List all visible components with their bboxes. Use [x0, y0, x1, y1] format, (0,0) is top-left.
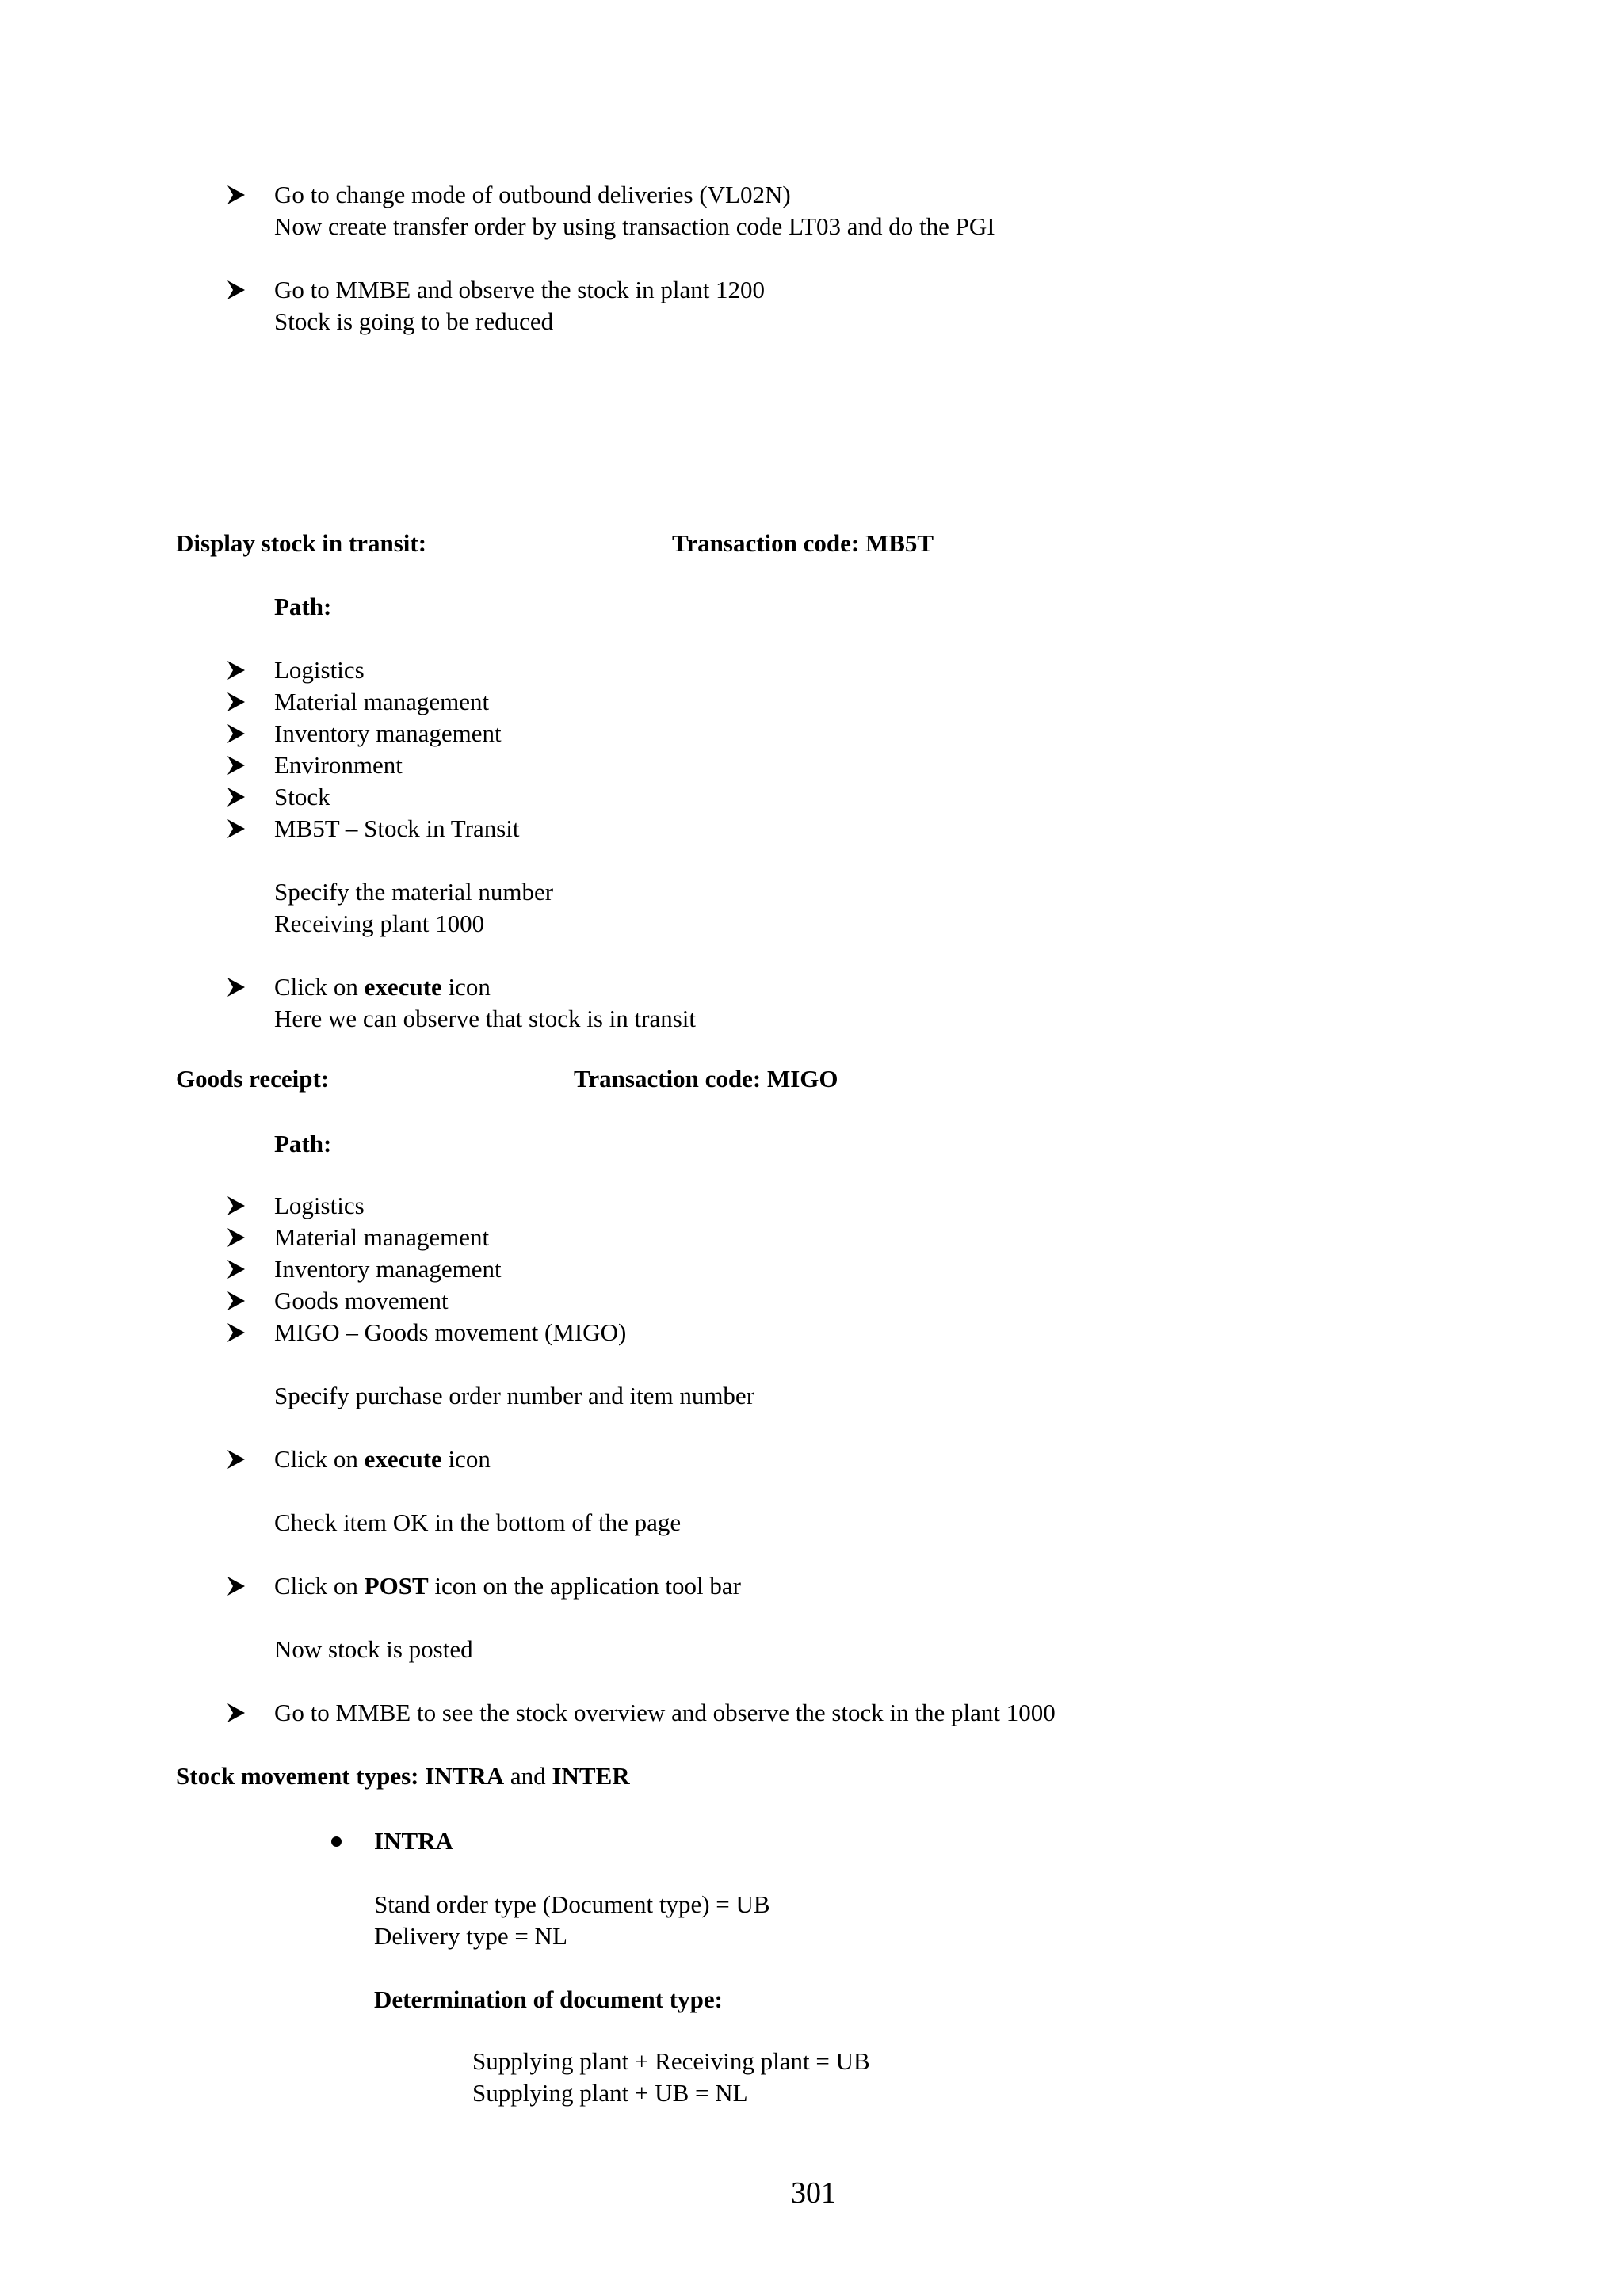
intro-bullet-2-line-1: Go to MMBE and observe the stock in plant 1200	[274, 276, 766, 303]
path-item: Inventory management	[274, 1255, 502, 1283]
section-heading-goods-receipt: Goods receipt:	[176, 1065, 330, 1093]
section-heading-movement-types	[176, 1760, 630, 1792]
path-item: Inventory management	[274, 719, 502, 747]
mmbe-overview-instruction: Go to MMBE to see the stock overview and observe the stock in the plant 1000	[274, 1699, 1056, 1726]
bullet-dot-icon	[331, 1836, 342, 1847]
determination-heading: Determination of document type:	[374, 1985, 723, 2013]
arrow-bullet-icon	[227, 691, 246, 713]
instruction-text: icon	[441, 973, 491, 1001]
path-item: MB5T – Stock in Transit	[274, 814, 520, 842]
transaction-code-migo: Transaction code: MIGO	[574, 1065, 838, 1093]
specify-material-text: Specify the material number	[274, 878, 554, 906]
instruction-text: Click on	[274, 1445, 365, 1473]
intro-bullet-1-line-1: Go to change mode of outbound deliveries (VL02N)	[274, 181, 791, 208]
arrow-bullet-icon	[227, 184, 246, 206]
instruction-text: icon	[441, 1445, 491, 1473]
arrow-bullet-icon	[227, 818, 246, 840]
section-heading-stock-in-transit: Display stock in transit:	[176, 529, 427, 557]
execute-term: execute	[364, 973, 442, 1001]
arrow-bullet-icon	[227, 279, 246, 301]
path-item: Goods movement	[274, 1287, 449, 1314]
arrow-bullet-icon	[227, 1258, 246, 1280]
arrow-bullet-icon	[227, 1448, 246, 1470]
arrow-bullet-icon	[227, 754, 246, 776]
intro-bullet-2-line-2: Stock is going to be reduced	[274, 307, 554, 335]
arrow-bullet-icon	[227, 1195, 246, 1217]
path-item: Material management	[274, 688, 490, 715]
intra-label: INTRA	[374, 1827, 453, 1855]
click-execute-instruction	[274, 971, 491, 1003]
stock-posted-text: Now stock is posted	[274, 1635, 473, 1663]
receiving-plant-text: Receiving plant 1000	[274, 910, 485, 937]
heading-intra: INTRA	[425, 1762, 505, 1790]
arrow-bullet-icon	[227, 1226, 246, 1249]
delivery-type-text: Delivery type = NL	[374, 1922, 567, 1950]
check-item-text: Check item OK in the bottom of the page	[274, 1508, 682, 1536]
intro-bullet-1-line-2: Now create transfer order by using transaction code LT03 and do the PGI	[274, 212, 995, 240]
heading-and: and	[504, 1762, 552, 1790]
page-number: 301	[791, 2176, 836, 2210]
instruction-text: Click on	[274, 973, 365, 1001]
transaction-code-mb5t: Transaction code: MB5T	[672, 529, 934, 557]
heading-inter: INTER	[552, 1762, 630, 1790]
determination-rule-2: Supplying plant + UB = NL	[472, 2079, 748, 2107]
click-post-instruction	[274, 1570, 741, 1602]
path-label: Path:	[274, 593, 332, 620]
observe-transit-text: Here we can observe that stock is in transit	[274, 1005, 696, 1032]
path-item: Environment	[274, 751, 403, 779]
arrow-bullet-icon	[227, 1702, 246, 1724]
heading-text: Stock movement types:	[176, 1762, 426, 1790]
order-type-text: Stand order type (Document type) = UB	[374, 1890, 770, 1918]
arrow-bullet-icon	[227, 1290, 246, 1312]
path-item: Material management	[274, 1223, 490, 1251]
execute-term: execute	[364, 1445, 442, 1473]
arrow-bullet-icon	[227, 723, 246, 745]
arrow-bullet-icon	[227, 1575, 246, 1597]
arrow-bullet-icon	[227, 659, 246, 681]
path-item: Logistics	[274, 1192, 365, 1219]
path-label: Path:	[274, 1130, 332, 1158]
arrow-bullet-icon	[227, 1322, 246, 1344]
instruction-text: Click on	[274, 1572, 365, 1600]
instruction-text: icon on the application tool bar	[428, 1572, 741, 1600]
arrow-bullet-icon	[227, 786, 246, 808]
arrow-bullet-icon	[227, 976, 246, 998]
specify-po-text: Specify purchase order number and item number	[274, 1382, 755, 1409]
path-item: Stock	[274, 783, 330, 810]
path-item: MIGO – Goods movement (MIGO)	[274, 1318, 627, 1346]
post-term: POST	[364, 1572, 429, 1600]
click-execute-instruction	[274, 1444, 491, 1475]
path-item: Logistics	[274, 656, 365, 684]
determination-rule-1: Supplying plant + Receiving plant = UB	[472, 2047, 870, 2075]
